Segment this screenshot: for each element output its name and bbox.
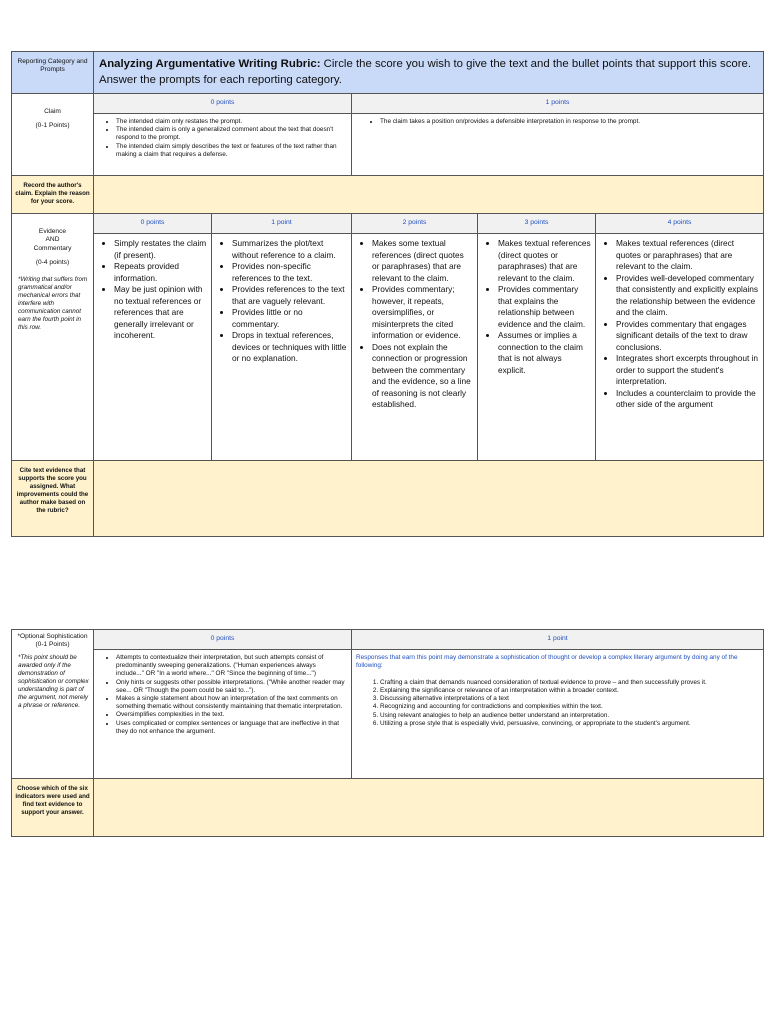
list-item: • Integrates short excerpts throughout in order to support the student's interpretation. bbox=[616, 353, 759, 388]
sophistication-note: *This point should be awarded only if the demonstration of sophistication or complex understanding is part of the argument, not merely a phrase or reference. bbox=[18, 653, 89, 709]
claim-header-0: 0 points bbox=[94, 94, 352, 114]
claim-one-cell bbox=[352, 114, 764, 176]
rubric-table bbox=[11, 51, 764, 537]
evidence-note: *Writing that suffers from grammatical and/or mechanical errors that interfere with communication cannot earn the fourth point in this row. bbox=[18, 275, 88, 331]
evidence-header-0: 0 points bbox=[94, 214, 212, 234]
list-item: • Makes textual references (direct quotes or paraphrases) that are relevant to the claim. bbox=[616, 238, 759, 273]
cite-evidence-answer[interactable] bbox=[94, 461, 764, 537]
cite-evidence-prompt: Cite text evidence that supports the score you assigned. What improvements could the author make based on the rubric? bbox=[12, 461, 94, 537]
list-item: • Provides commentary that engages significant details of the text to draw conclusions. bbox=[616, 319, 759, 354]
list-item: • Oversimplifies complexities in the text. bbox=[116, 711, 345, 719]
list-item: • Provides references to the text that are vaguely relevant. bbox=[232, 284, 347, 307]
list-item: 2. Explaining the significance or relevance of an interpretation within a broader context. bbox=[380, 687, 755, 695]
evidence-header-2: 2 points bbox=[352, 214, 478, 234]
claim-label: Claim (0-1 Points) bbox=[12, 94, 94, 176]
list-item: • Provides commentary that explains the relationship between evidence and the claim. bbox=[498, 284, 591, 330]
list-item: • The claim takes a position on/provides a defensible interpretation in response to the prompt. bbox=[380, 118, 757, 126]
evidence-points: (0-4 points) bbox=[35, 259, 70, 267]
evidence-cell-0 bbox=[94, 234, 212, 461]
evidence-cell-4 bbox=[596, 234, 764, 461]
sophistication-header-1: 1 point bbox=[352, 630, 764, 650]
list-item: • Does not explain the connection or progression between the commentary and the evidence, so a line of reasoning is not clearly established. bbox=[372, 342, 473, 411]
rubric-title bbox=[94, 52, 764, 94]
rubric-title-bold: Analyzing Argumentative Writing Rubric: bbox=[99, 58, 321, 70]
list-item: • Makes textual references (direct quotes or paraphrases) that are relevant to the claim. bbox=[498, 238, 591, 284]
reporting-category-label: Reporting Category and Prompts bbox=[12, 52, 94, 94]
list-item: • Repeats provided information. bbox=[114, 261, 207, 284]
record-claim-prompt: Record the author's claim. Explain the reason for your score. bbox=[12, 176, 94, 214]
list-item: 5. Using relevant analogies to help an audience better understand an interpretation. bbox=[380, 712, 755, 720]
evidence-header-1: 1 point bbox=[212, 214, 352, 234]
sophistication-zero-cell bbox=[94, 650, 352, 779]
evidence-cell-3 bbox=[478, 234, 596, 461]
choose-indicators-answer[interactable] bbox=[94, 779, 764, 837]
list-item: • Attempts to contextualize their interpretation, but such attempts consist of predominantly sweeping generalizations. ("Human experiences always include..." OR "In a world where..." OR "Since the beginning of time...") bbox=[116, 654, 345, 679]
list-item: • The intended claim is only a generalized comment about the text that doesn't respond to the prompt. bbox=[116, 126, 345, 142]
list-item: • Provides non-specific references to the text. bbox=[232, 261, 347, 284]
list-item: • Provides well-developed commentary that consistently and explicitly explains the relationship between the evidence and the claim. bbox=[616, 273, 759, 319]
list-item: • Summarizes the plot/text without reference to a claim. bbox=[232, 238, 347, 261]
list-item: • The intended claim simply describes the text or features of the text rather than making a claim that requires a defense. bbox=[116, 143, 345, 159]
list-item: • Simply restates the claim (if present). bbox=[114, 238, 207, 261]
list-item: • Only hints or suggests other possible interpretations. ("While another reader may see... OR "Though the poem could be said to..."). bbox=[116, 679, 345, 695]
list-item: 1. Crafting a claim that demands nuanced consideration of textual evidence to prove – and then successfully proves it. bbox=[380, 679, 755, 687]
list-item: 4. Recognizing and accounting for contradictions and complexities within the text. bbox=[380, 703, 755, 711]
sophistication-header-0: 0 points bbox=[94, 630, 352, 650]
claim-header-1: 1 points bbox=[352, 94, 764, 114]
list-item: • Makes a single statement about how an interpretation of the text comments on something thematic without consistently maintaining that thematic interpretation. bbox=[116, 695, 345, 711]
list-item: • Uses complicated or complex sentences or language that are ineffective in that they do not enhance the argument. bbox=[116, 720, 345, 736]
list-item: • The intended claim only restates the prompt. bbox=[116, 118, 345, 126]
sophistication-points: (0-1 Points) bbox=[35, 641, 70, 649]
record-claim-answer[interactable] bbox=[94, 176, 764, 214]
claim-zero-cell bbox=[94, 114, 352, 176]
list-item: • May be just opinion with no textual references or references that are generally irrelevant or incoherent. bbox=[114, 284, 207, 342]
list-item: • Includes a counterclaim to provide the other side of the argument bbox=[616, 388, 759, 411]
list-item: 6. Utilizing a prose style that is especially vivid, persuasive, convincing, or appropriate to the student's argument. bbox=[380, 720, 755, 728]
list-item: 3. Discussing alternative interpretations of a text bbox=[380, 695, 755, 703]
sophistication-intro: Responses that earn this point may demonstrate a sophistication of thought or develop a complex literary argument by doing any of the following: bbox=[356, 654, 738, 670]
evidence-header-4: 4 points bbox=[596, 214, 764, 234]
evidence-cell-2 bbox=[352, 234, 478, 461]
evidence-cell-1 bbox=[212, 234, 352, 461]
sophistication-label: *Optional Sophistication (0-1 Points) *This point should be awarded only if the demonstration of sophistication or complex understanding is part of the argument, not merely a phrase or reference. bbox=[12, 630, 94, 779]
list-item: • Provides commentary; however, it repeats, oversimplifies, or misinterprets the cited information or evidence. bbox=[372, 284, 473, 342]
choose-indicators-prompt: Choose which of the six indicators were used and find text evidence to support your answer. bbox=[12, 779, 94, 837]
list-item: • Makes some textual references (direct quotes or paraphrases) that are relevant to the claim. bbox=[372, 238, 473, 284]
sophistication-table bbox=[11, 629, 764, 837]
evidence-label: Evidence AND Commentary (0-4 points) *Writing that suffers from grammatical and/or mechanical errors that interfere with communication cannot earn the fourth point in this row. bbox=[12, 214, 94, 461]
claim-points: (0-1 Points) bbox=[35, 122, 70, 130]
rubric-title-instructions: Circle the score you wish to give the text and the bullet points that support this score. Answer the prompts for each reporting category. bbox=[99, 58, 752, 86]
list-item: • Drops in textual references, devices or techniques with little or no explanation. bbox=[232, 330, 347, 365]
evidence-header-3: 3 points bbox=[478, 214, 596, 234]
list-item: • Provides little or no commentary. bbox=[232, 307, 347, 330]
list-item: • Assumes or implies a connection to the claim that is not always explicit. bbox=[498, 330, 591, 376]
sophistication-one-cell bbox=[352, 650, 764, 779]
